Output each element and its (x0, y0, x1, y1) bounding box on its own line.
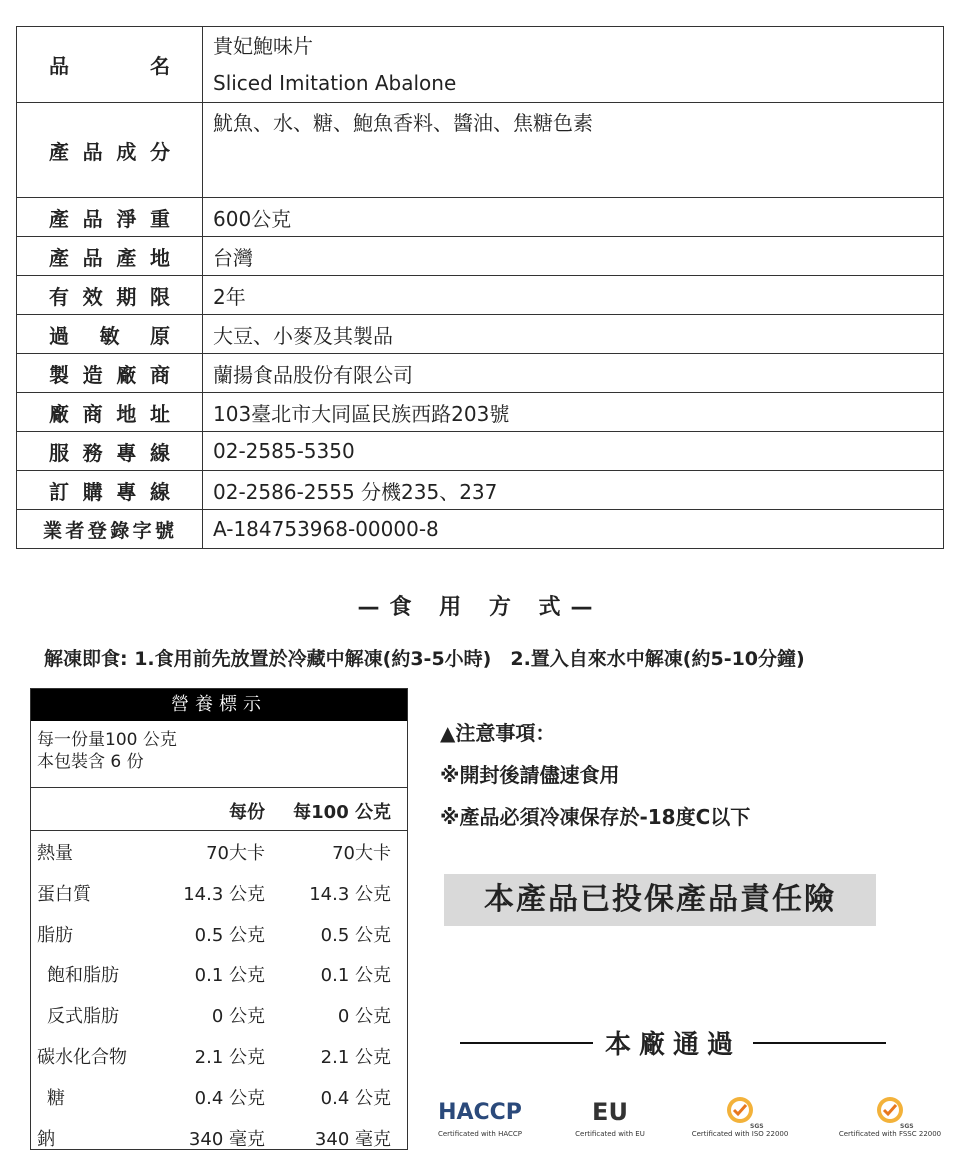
nutrient-name: 飽和脂肪 (47, 965, 119, 987)
nutrient-per-serving: 0.1 公克 (194, 965, 265, 987)
spec-row (17, 471, 944, 510)
insurance-banner: 本產品已投保產品責任險 (444, 874, 876, 926)
cert-haccp (420, 1094, 540, 1138)
nutrient-per-serving: 70大卡 (206, 843, 265, 864)
spec-label: 產品產地 (17, 237, 203, 276)
spec-value: 2年 (203, 276, 944, 315)
spec-row-ingredients (17, 103, 944, 198)
svg-text:SGS: SGS (900, 1123, 914, 1130)
spec-value: 02-2586-2555 分機235、237 (203, 471, 944, 510)
usage-method-text: 解凍即食: 1.食用前先放置於冷藏中解凍(約3-5小時) 2.置入自來水中解凍(約5-10分鐘) (44, 648, 805, 670)
nutrient-name: 脂肪 (37, 924, 73, 946)
serving-size: 每一份量100 公克 (37, 730, 177, 750)
spec-label: 過敏原 (17, 315, 203, 354)
spec-value: 103臺北市大同區民族西路203號 (203, 393, 944, 432)
nutrient-per-100g: 14.3 公克 (309, 883, 391, 905)
nutrient-name: 反式脂肪 (47, 1006, 119, 1028)
nutrition-row (31, 872, 407, 913)
usage-method-title: —食 用 方 式— (357, 595, 603, 620)
haccp-logo: HACCP (438, 1099, 522, 1125)
ingredients-label: 產品成分 (17, 103, 203, 198)
nutrition-row (31, 913, 407, 954)
spec-label: 服務專線 (17, 432, 203, 471)
ingredients-value: 魷魚、水、糖、鮑魚香料、醬油、焦糖色素 (203, 103, 944, 198)
spec-row (17, 198, 944, 237)
nutrition-row (31, 994, 407, 1035)
nutrient-per-serving: 2.1 公克 (194, 1046, 265, 1068)
note-2: ※產品必須冷凍保存於-18度C以下 (440, 805, 751, 829)
spec-row (17, 510, 944, 549)
nutrient-per-100g: 0.5 公克 (320, 924, 391, 946)
notes-title: ▲注意事項： (440, 721, 556, 745)
servings-per-package: 本包裝含 6 份 (37, 752, 144, 772)
spec-row (17, 237, 944, 276)
nutrient-per-serving: 14.3 公克 (183, 883, 265, 905)
notes-block (440, 712, 750, 838)
nutrition-row (31, 1035, 407, 1076)
nutrition-facts-panel (30, 688, 408, 1150)
product-spec-table (16, 26, 944, 549)
spec-row (17, 276, 944, 315)
divider (460, 1042, 593, 1044)
nutrition-header: 營養標示 (31, 689, 407, 721)
nutrient-per-serving: 0.5 公克 (194, 924, 265, 946)
spec-row-name (17, 27, 944, 103)
eu-logo: EU (592, 1098, 628, 1126)
nutrient-per-serving: 0 公克 (211, 1006, 265, 1028)
nutrition-row (31, 953, 407, 994)
nutrition-row (31, 1117, 407, 1158)
nutrient-name: 糖 (47, 1087, 65, 1109)
spec-row (17, 393, 944, 432)
spec-label: 廠商地址 (17, 393, 203, 432)
nutrition-column-headers (31, 788, 407, 831)
spec-value: A-184753968-00000-8 (203, 510, 944, 549)
product-name-zh: 貴妃鮑味片 (213, 33, 313, 58)
cert-eu (550, 1094, 670, 1138)
cert-fssc22000 (830, 1094, 950, 1138)
spec-value: 大豆、小麥及其製品 (203, 315, 944, 354)
spec-label: 訂購專線 (17, 471, 203, 510)
nutrient-name: 鈉 (37, 1128, 55, 1150)
cert-caption: Certificated with FSSC 22000 (838, 1130, 942, 1138)
spec-value: 台灣 (203, 237, 944, 276)
spec-row (17, 432, 944, 471)
sgs-logo (680, 1094, 800, 1130)
nutrition-serving (31, 721, 407, 788)
factory-certified-heading (460, 1024, 886, 1061)
col-per-100g: 每100 公克 (293, 802, 391, 823)
spec-value: 02-2585-5350 (203, 432, 944, 471)
spec-label: 製造廠商 (17, 354, 203, 393)
nutrient-name: 熱量 (37, 843, 73, 864)
nutrition-row (31, 831, 407, 872)
nutrition-row (31, 1076, 407, 1117)
nutrient-per-100g: 0.1 公克 (320, 965, 391, 987)
cert-caption: Certificated with EU (575, 1130, 645, 1138)
product-name-en: Sliced Imitation Abalone (213, 70, 457, 95)
spec-row (17, 354, 944, 393)
passed-title: 本廠通過 (605, 1030, 742, 1060)
nutrient-per-serving: 0.4 公克 (194, 1087, 265, 1109)
nutrient-per-serving: 340 毫克 (188, 1128, 265, 1150)
note-1: ※開封後請儘速食用 (440, 763, 620, 787)
sgs-logo (830, 1094, 950, 1130)
nutrient-per-100g: 0 公克 (337, 1006, 391, 1028)
spec-value: 蘭揚食品股份有限公司 (203, 354, 944, 393)
nutrient-per-100g: 2.1 公克 (320, 1046, 391, 1068)
nutrient-name: 蛋白質 (37, 883, 91, 905)
spec-label: 有效期限 (17, 276, 203, 315)
spec-label: 產品淨重 (17, 198, 203, 237)
cert-iso22000 (680, 1094, 800, 1138)
divider (753, 1042, 886, 1044)
nutrient-per-100g: 0.4 公克 (320, 1087, 391, 1109)
cert-caption: Certificated with ISO 22000 (691, 1130, 789, 1138)
name-label: 品 名 (17, 27, 203, 103)
spec-value: 600公克 (203, 198, 944, 237)
col-per-serving: 每份 (229, 802, 265, 823)
spec-label: 業者登錄字號 (17, 510, 203, 549)
cert-caption: Certificated with HACCP (437, 1130, 523, 1138)
nutrient-name: 碳水化合物 (37, 1046, 127, 1068)
nutrient-per-100g: 340 毫克 (314, 1128, 391, 1150)
svg-text:SGS: SGS (750, 1123, 764, 1130)
nutrient-per-100g: 70大卡 (332, 843, 391, 864)
spec-row (17, 315, 944, 354)
